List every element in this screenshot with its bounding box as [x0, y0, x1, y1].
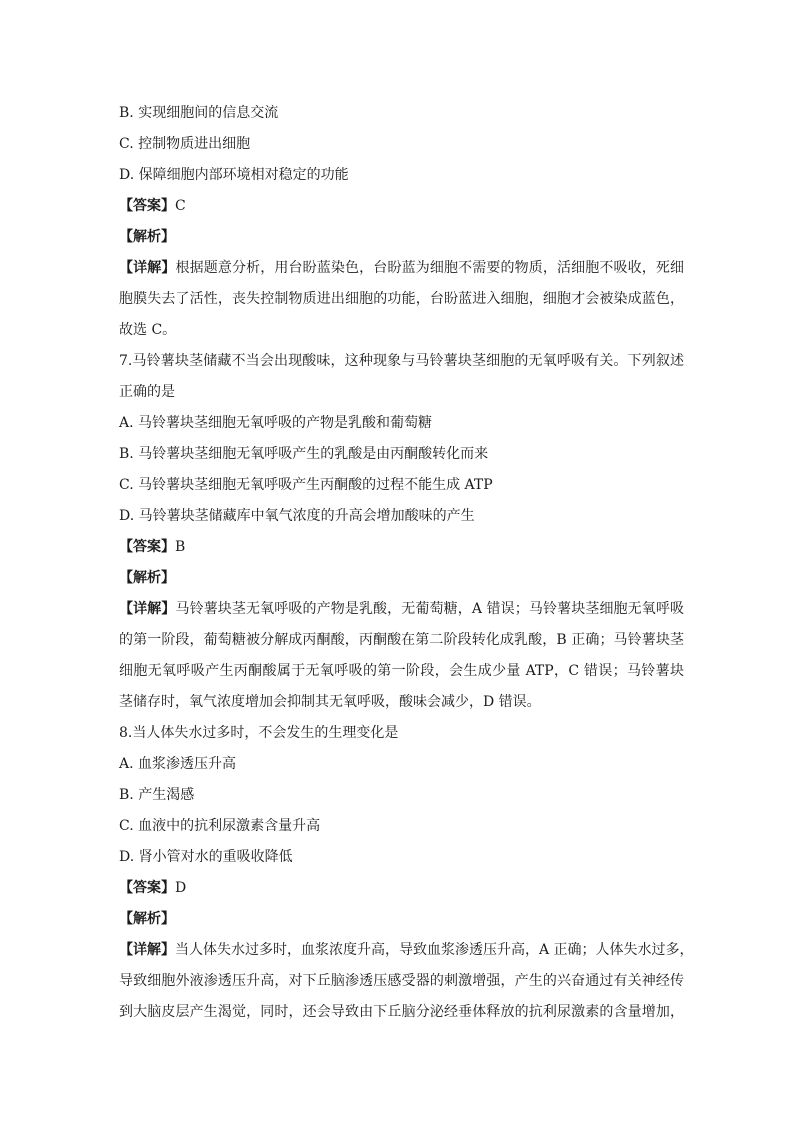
- q7-detail-line-2: 的第一阶段，葡萄糖被分解成丙酮酸，丙酮酸在第二阶段转化成乳酸，B 正确；马铃薯块茎: [119, 632, 684, 648]
- q7-option-d: D. 马铃薯块茎储藏库中氧气浓度的升高会增加酸味的产生: [119, 508, 475, 524]
- answer-tag: 【答案】: [119, 539, 175, 555]
- q7-option-a: A. 马铃薯块茎细胞无氧呼吸的产物是乳酸和葡萄糖: [119, 415, 433, 431]
- answer-tag: 【答案】: [119, 198, 175, 214]
- q7-option-b: B. 马铃薯块茎细胞无氧呼吸产生的乳酸是由丙酮酸转化而来: [119, 446, 489, 462]
- q6-detail-line-2: 胞膜失去了活性，丧失控制物质进出细胞的功能，台盼蓝进入细胞，细胞才会被染成蓝色，: [119, 291, 684, 307]
- detail-text: 当人体失水过多时，血浆浓度升高，导致血浆渗透压升高，A 正确；人体失水过多，: [175, 942, 694, 958]
- detail-tag: 【详解】: [119, 601, 176, 617]
- q8-detail-line-3: 到大脑皮层产生渴觉，同时，还会导致由下丘脑分泌经垂体释放的抗利尿激素的含量增加，: [119, 1004, 684, 1020]
- q8-stem: 8.当人体失水过多时，不会发生的生理变化是: [119, 725, 399, 741]
- detail-tag: 【详解】: [119, 260, 176, 276]
- q7-option-c: C. 马铃薯块茎细胞无氧呼吸产生丙酮酸的过程不能生成 ATP: [119, 477, 493, 493]
- q7-detail-line-3: 细胞无氧呼吸产生丙酮酸属于无氧呼吸的第一阶段，会生成少量 ATP，C 错误；马铃薯块: [119, 663, 684, 679]
- answer-value: C: [175, 198, 186, 214]
- q8-option-a: A. 血浆渗透压升高: [119, 756, 237, 772]
- q8-answer: [119, 873, 684, 904]
- q8-detail-line-2: 导致细胞外液渗透压升高，对下丘脑渗透压感受器的刺激增强，产生的兴奋通过有关神经传: [119, 973, 684, 989]
- q8-option-b: B. 产生渴感: [119, 787, 195, 803]
- q8-analysis-heading: 【解析】: [119, 911, 175, 927]
- answer-tag: 【答案】: [119, 880, 175, 896]
- q6-analysis-heading: 【解析】: [119, 229, 175, 245]
- q6-option-b: B. 实现细胞间的信息交流: [119, 105, 279, 121]
- document-page: [119, 98, 694, 1028]
- q7-stem-line-1: 7.马铃薯块茎储藏不当会出现酸味，这种现象与马铃薯块茎细胞的无氧呼吸有关。下列叙述: [119, 353, 684, 369]
- q6-detail-line-3: 故选 C。: [119, 322, 177, 338]
- q6-detail-line-1: [119, 253, 684, 284]
- q7-detail-line-1: [119, 594, 684, 625]
- detail-tag: 【详解】: [119, 942, 175, 958]
- q7-stem-line-2: 正确的是: [119, 384, 175, 400]
- q6-option-d: D. 保障细胞内部环境相对稳定的功能: [119, 167, 349, 183]
- answer-value: B: [175, 539, 186, 555]
- q6-answer: [119, 191, 684, 222]
- q8-option-c: C. 血液中的抗利尿激素含量升高: [119, 818, 321, 834]
- q7-analysis-heading: 【解析】: [119, 570, 175, 586]
- detail-text: 马铃薯块茎无氧呼吸的产物是乳酸，无葡萄糖，A 错误；马铃薯块茎细胞无氧呼吸: [175, 601, 685, 617]
- q8-option-d: D. 肾小管对水的重吸收降低: [119, 849, 293, 865]
- q7-answer: [119, 532, 684, 563]
- detail-text: 根据题意分析，用台盼蓝染色，台盼蓝为细胞不需要的物质，活细胞不吸收，死细: [175, 260, 685, 276]
- answer-value: D: [175, 880, 187, 896]
- q6-option-c: C. 控制物质进出细胞: [119, 136, 251, 152]
- q7-detail-line-4: 茎储存时，氧气浓度增加会抑制其无氧呼吸，酸味会减少，D 错误。: [119, 694, 541, 710]
- q8-detail-line-1: [119, 935, 694, 966]
